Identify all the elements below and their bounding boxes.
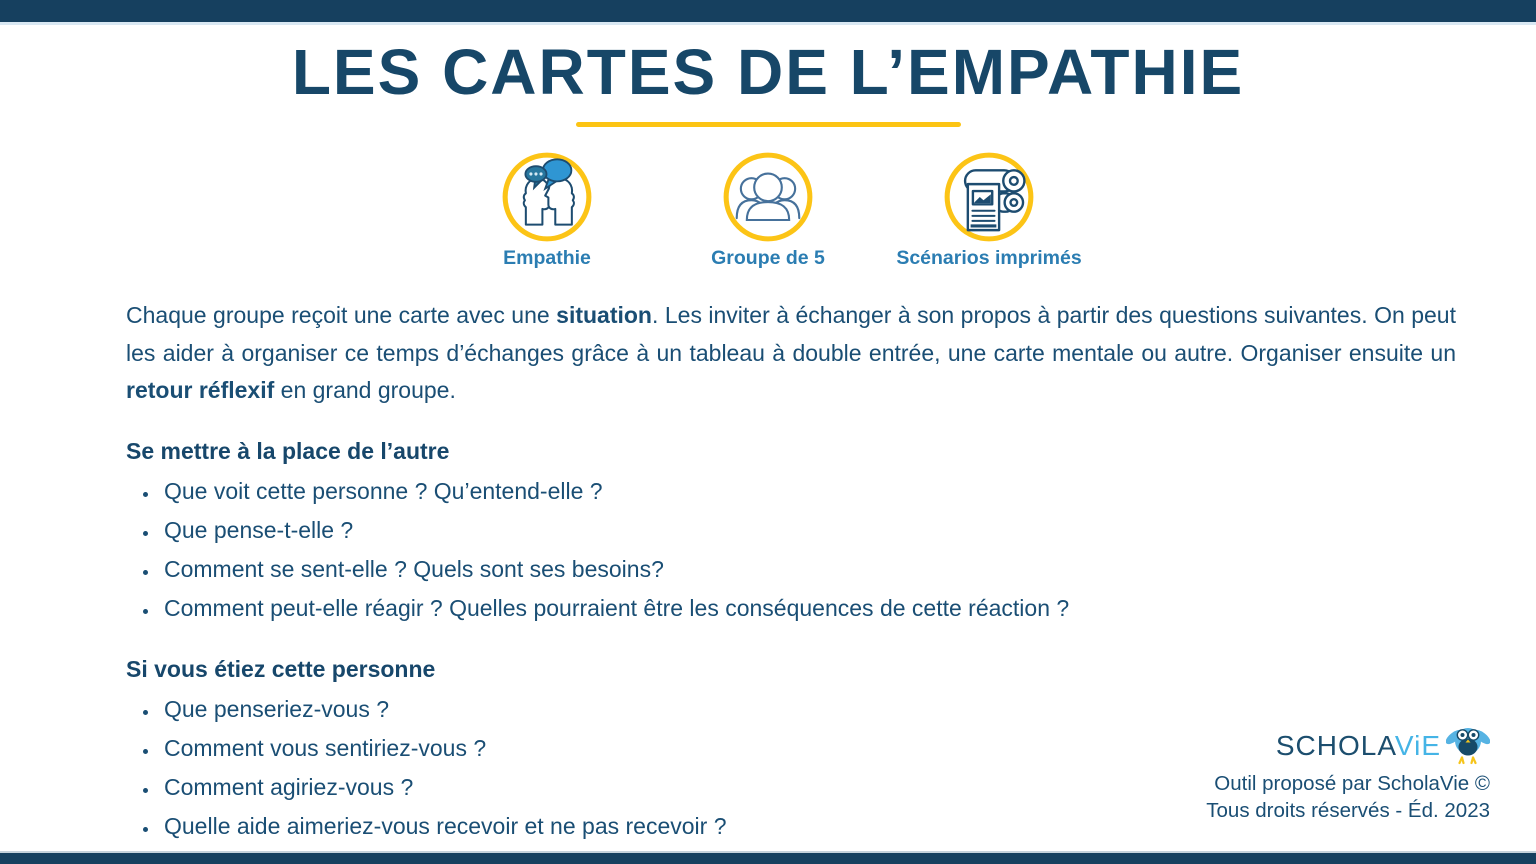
badge-label-group-of-5: Groupe de 5 xyxy=(711,247,825,269)
badge-row xyxy=(0,151,1536,270)
section-heading-si-vous-etiez: Si vous étiez cette personne xyxy=(126,655,436,682)
scholavie-logo-text xyxy=(1276,729,1441,763)
page-title: LES CARTES DE L’EMPATHIE xyxy=(291,36,1245,108)
scholavie-logo xyxy=(1206,720,1490,771)
bullet-list-place-de-l-autre xyxy=(126,472,1456,628)
bullet-item: • Comment se sent-elle ? Quels sont ses besoins? xyxy=(160,550,1456,589)
intro-text-2: . Les inviter à échanger à son propos à partir des questions suivantes. On peut les aider à organiser ce temps d’échanges grâce à un tableau à double entrée, une carte mentale ou autre. Organiser ensuite un xyxy=(126,302,1456,366)
section-heading-place-de-l-autre: Se mettre à la place de l’autre xyxy=(126,437,450,464)
intro-text-3: en grand groupe. xyxy=(274,377,456,403)
bullet-item: • Comment vous sentiriez-vous ? xyxy=(160,729,1456,768)
group-of-5-icon xyxy=(722,151,814,243)
footer-credit-line-2: Tous droits réservés - Éd. 2023 xyxy=(1206,798,1490,822)
footer-credit-line-1: Outil proposé par ScholaVie © xyxy=(1214,772,1490,795)
intro-bold-retour-reflexif: retour réflexif xyxy=(126,377,275,403)
footer-credits xyxy=(1206,720,1490,824)
intro-text-1: Chaque groupe reçoit une carte avec une xyxy=(126,302,557,328)
printed-scenarios-icon xyxy=(943,151,1035,243)
badge-group-of-5 xyxy=(658,151,879,270)
owl-mascot-icon xyxy=(1446,720,1490,771)
bullet-item: • Comment agiriez-vous ? xyxy=(160,768,1456,807)
intro-bold-situation: situation xyxy=(556,302,652,328)
badge-printed-scenarios xyxy=(879,151,1100,270)
badge-label-empathy: Empathie xyxy=(503,247,591,269)
badge-empathy xyxy=(437,151,658,270)
logo-text-vie: ViE xyxy=(1394,729,1441,761)
badge-label-printed-scenarios: Scénarios imprimés xyxy=(896,247,1082,269)
logo-text-schola: SCHOLA xyxy=(1275,729,1395,761)
bullet-item: • Que pense-t-elle ? xyxy=(160,511,1456,550)
intro-paragraph xyxy=(126,297,1456,410)
bullet-item: • Que voit cette personne ? Qu’entend-elle ? xyxy=(160,472,1456,511)
empathy-icon xyxy=(501,151,593,243)
bottom-border-bar xyxy=(0,851,1536,864)
bullet-item: • Comment peut-elle réagir ? Quelles pourraient être les conséquences de cette réaction ? xyxy=(160,589,1456,628)
title-underline xyxy=(576,122,961,127)
bullet-item: • Quelle aide aimeriez-vous recevoir et ne pas recevoir ? xyxy=(160,807,1456,846)
bullet-item: • Que penseriez-vous ? xyxy=(160,690,1456,729)
top-border-bar xyxy=(0,0,1536,25)
